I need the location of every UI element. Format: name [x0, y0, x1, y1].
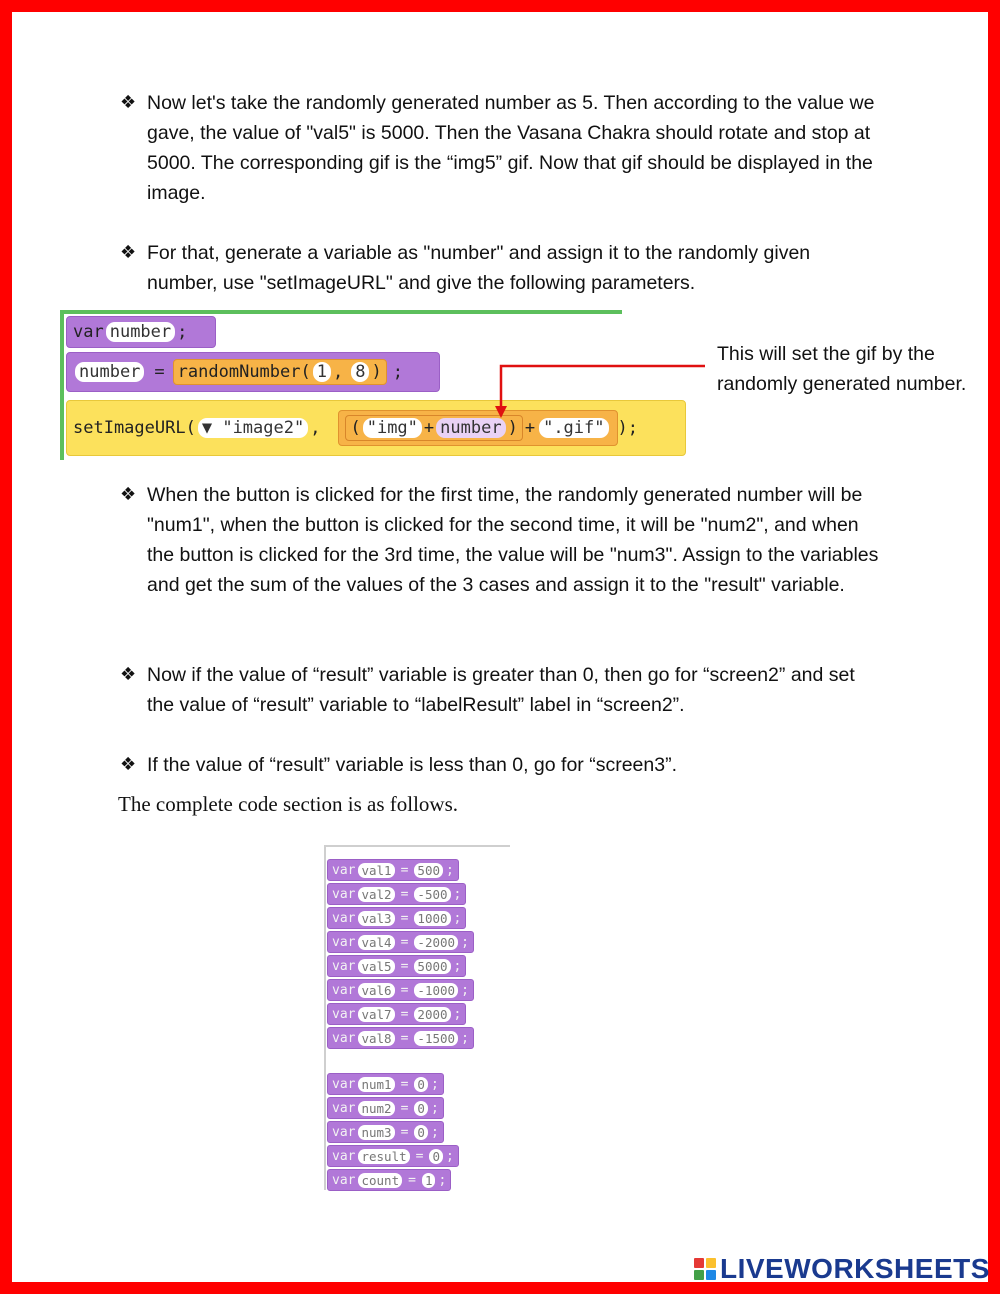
keyword-var: var	[332, 862, 356, 878]
equals-sign: =	[400, 886, 409, 902]
arg-min-pill: 1	[313, 362, 331, 382]
liveworksheets-logo	[694, 1253, 990, 1285]
value-pill: 5000	[414, 959, 450, 974]
equals-sign: =	[400, 958, 409, 974]
close-paren: )	[371, 362, 382, 382]
var-declaration-block	[327, 859, 459, 881]
equals-sign: =	[408, 1172, 416, 1188]
complete-code-caption: The complete code section is as follows.	[118, 792, 458, 816]
equals-sign: =	[400, 934, 409, 950]
value-pill: -2000	[414, 935, 458, 950]
semicolon: ;	[453, 1006, 462, 1022]
keyword-var: var	[332, 958, 356, 974]
var-declaration-block	[327, 1027, 474, 1049]
semicolon: ;	[453, 958, 462, 974]
semicolon: ;	[430, 1124, 439, 1140]
equals-sign: =	[400, 910, 409, 926]
variable-name-pill: num2	[358, 1101, 394, 1116]
annotation-note: This will set the gif by the randomly generated number.	[717, 343, 967, 395]
semicolon: ;	[392, 362, 403, 382]
variable-name-pill: num3	[358, 1125, 394, 1140]
comma: ,	[332, 362, 344, 382]
value-pill: 1	[422, 1173, 436, 1188]
equals-sign: =	[400, 862, 409, 878]
var-declaration-block	[327, 1145, 459, 1167]
bullet-diamond-icon: ❖	[120, 664, 137, 685]
value-pill: 0	[414, 1125, 428, 1140]
bullet-text: Now if the value of “result” variable is greater than 0, then go for “screen2” and set the value of “result” variable to “labelResult” label in “screen2”.	[147, 664, 855, 716]
equals-sign: =	[400, 982, 409, 998]
arg-max-pill: 8	[351, 362, 369, 382]
variable-name-pill: val3	[358, 911, 394, 926]
gif-string-pill: ".gif"	[539, 418, 608, 438]
semicolon: ;	[461, 1030, 469, 1046]
value-pill: 1000	[414, 911, 450, 926]
semicolon: ;	[446, 1148, 454, 1164]
var-declaration-block	[327, 1169, 451, 1191]
bullet-text: For that, generate a variable as "number" and assign it to the randomly given number, use "setImageURL" and give the following parameters.	[147, 242, 811, 294]
semicolon: ;	[461, 982, 469, 998]
keyword-var: var	[332, 1006, 356, 1022]
var-declaration-block	[327, 1003, 466, 1025]
variable-name-pill: number	[106, 322, 175, 342]
semicolon: ;	[430, 1076, 439, 1092]
close-paren: )	[507, 418, 518, 438]
bullet-diamond-icon: ❖	[120, 484, 137, 505]
close-statement: );	[617, 418, 638, 438]
semicolon: ;	[453, 886, 462, 902]
semicolon: ;	[453, 910, 462, 926]
img-string-pill: "img"	[363, 418, 422, 438]
equals-sign: =	[154, 362, 165, 382]
equals-sign: =	[400, 1076, 409, 1092]
value-pill: 2000	[414, 1007, 450, 1022]
bullet-text: Now let's take the randomly generated number as 5. Then according to the value we gave, the value of "val5" is 5000. Then the Vasana Chakra should rotate and stop at 5000. The corresponding gif is the “img5” gif. Now that gif should be displayed in the image.	[147, 92, 875, 204]
keyword-var: var	[332, 910, 356, 926]
image-id-value: "image2"	[222, 418, 305, 438]
dropdown-arrow-icon: ▼	[201, 418, 213, 438]
equals-sign: =	[400, 1006, 409, 1022]
equals-sign: =	[415, 1148, 424, 1164]
keyword-var: var	[332, 1172, 356, 1188]
semicolon: ;	[446, 862, 454, 878]
var-declaration-block	[327, 1121, 444, 1143]
var-declaration-block	[327, 1073, 444, 1095]
semicolon: ;	[177, 322, 188, 342]
keyword-var: var	[332, 1030, 356, 1046]
equals-sign: =	[400, 1030, 409, 1046]
semicolon: ;	[430, 1100, 439, 1116]
variable-name-pill: val5	[358, 959, 394, 974]
semicolon: ;	[461, 934, 469, 950]
var-declaration-block	[327, 1097, 444, 1119]
logo-text: LIVEWORKSHEETS	[720, 1253, 990, 1284]
equals-sign: =	[400, 1100, 409, 1116]
var-declaration-block	[327, 907, 466, 929]
keyword-var: var	[73, 322, 104, 342]
number-variable-pill: number	[436, 418, 505, 438]
logo-squares-icon	[694, 1258, 716, 1280]
var-declaration-block	[327, 979, 474, 1001]
function-name: setImageURL(	[73, 418, 196, 438]
worksheet-page	[12, 12, 988, 1282]
plus-sign: +	[524, 418, 536, 438]
plus-sign: +	[423, 418, 435, 438]
var-declaration-block	[327, 931, 474, 953]
value-pill: 0	[414, 1101, 428, 1116]
value-pill: -1000	[414, 983, 458, 998]
snippet-left-border	[324, 845, 326, 1190]
value-pill: 0	[414, 1077, 428, 1092]
variable-name-pill: val8	[358, 1031, 394, 1046]
variable-name-pill: val4	[358, 935, 394, 950]
snippet-top-border	[324, 845, 510, 847]
value-pill: 500	[414, 863, 443, 878]
keyword-var: var	[332, 1100, 356, 1116]
bullet-paragraph-5	[120, 750, 880, 780]
equals-sign: =	[400, 1124, 409, 1140]
keyword-var: var	[332, 1076, 356, 1092]
function-name: randomNumber(	[177, 362, 311, 382]
variable-name-pill: number	[75, 362, 144, 382]
bullet-paragraph-3	[120, 480, 880, 600]
variable-name-pill: val2	[358, 887, 394, 902]
open-paren: (	[350, 418, 361, 438]
value-pill: 0	[429, 1149, 443, 1164]
variable-name-pill: num1	[358, 1077, 394, 1092]
value-pill: -500	[414, 887, 450, 902]
value-pill: -1500	[414, 1031, 458, 1046]
variable-declarations-snippet	[324, 845, 524, 1190]
variable-name-pill: val7	[358, 1007, 394, 1022]
variable-name-pill: result	[358, 1149, 409, 1164]
annotation-arrow	[12, 12, 988, 512]
semicolon: ;	[438, 1172, 447, 1188]
bullet-diamond-icon: ❖	[120, 754, 137, 775]
comma: ,	[310, 418, 321, 438]
keyword-var: var	[332, 982, 356, 998]
bullet-text: When the button is clicked for the first time, the randomly generated number will be "num1", when the button is clicked for the second time, it will be "num2", and when the button is clicked for the 3rd time, the value will be "num3". Assign to the variables and get the sum of the values of the 3 cases and assign it to the "result" variable.	[147, 484, 879, 596]
keyword-var: var	[332, 1148, 356, 1164]
var-declaration-block	[327, 955, 466, 977]
bullet-paragraph-4	[120, 660, 880, 720]
bullet-diamond-icon: ❖	[120, 242, 137, 263]
keyword-var: var	[332, 1124, 356, 1140]
keyword-var: var	[332, 934, 356, 950]
bullet-diamond-icon: ❖	[120, 92, 137, 113]
variable-name-pill: count	[358, 1173, 402, 1188]
variable-name-pill: val6	[358, 983, 394, 998]
variable-name-pill: val1	[358, 863, 394, 878]
var-declaration-block	[327, 883, 466, 905]
bullet-text: If the value of “result” variable is less than 0, go for “screen3”.	[147, 754, 677, 776]
keyword-var: var	[332, 886, 356, 902]
